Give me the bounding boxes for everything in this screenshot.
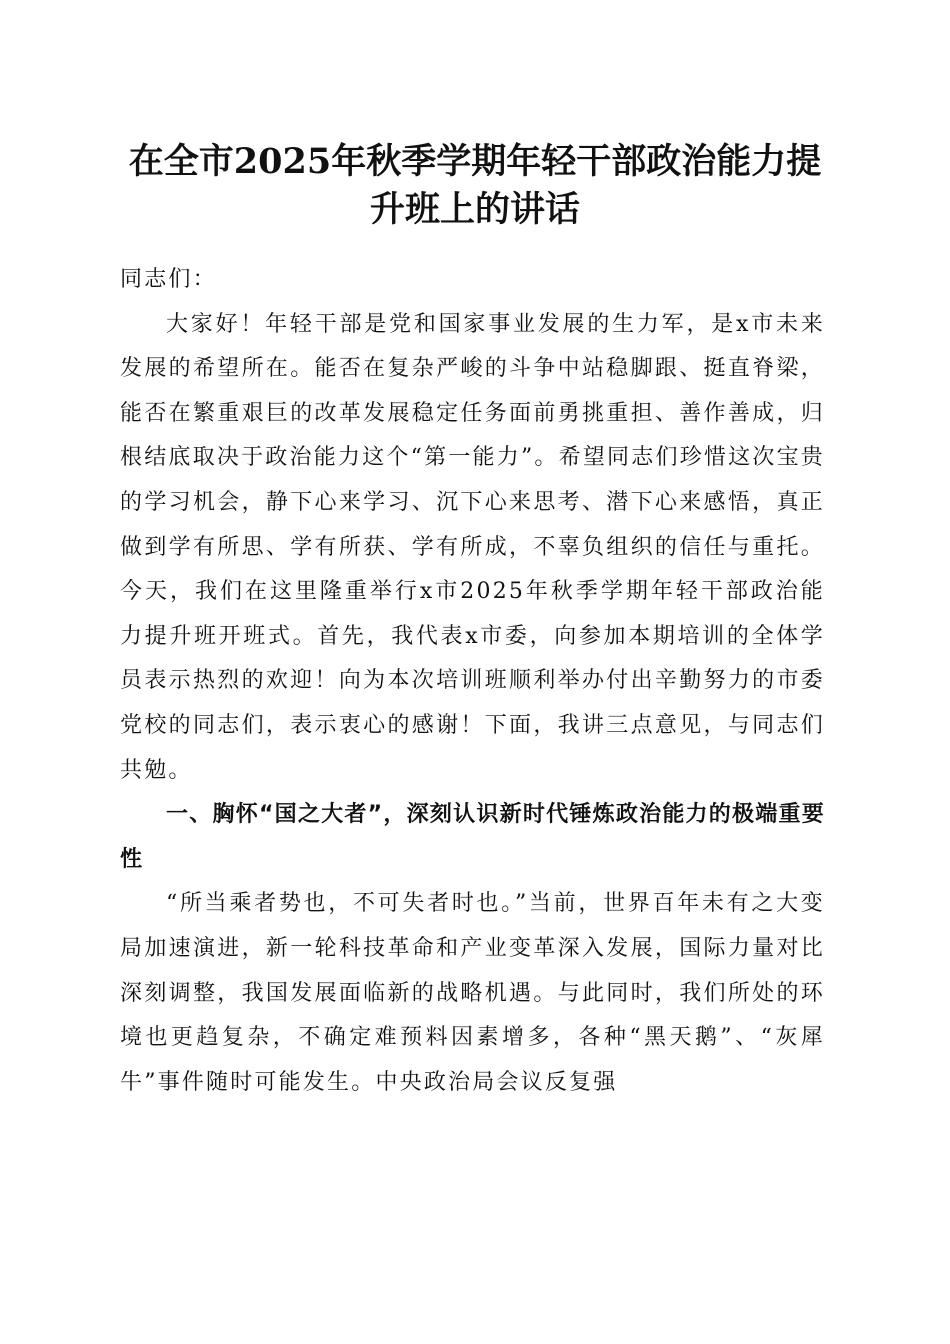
salutation: 同志们： — [120, 267, 217, 292]
section-paragraph: “所当乘者势也，不可失者时也。”当前，世界百年未有之大变局加速演进，新一轮科技革命和产业变革深入发展，国际力量对比深刻调整，我国发展面临新的战略机遇。与此同时，我们所处的环境也更趋复杂，不确定难预料因素增多，各种“黑天鹅”、“灰犀牛”事件随时可能发生。中央政治局会议反复强 — [120, 891, 825, 1095]
document-title: 在全市2025年秋季学期年轻干部政治能力提升班上的讲话 — [128, 141, 822, 230]
opening-paragraph: 大家好！年轻干部是党和国家事业发展的生力军，是x市未来发展的希望所在。能否在复杂严峻的斗争中站稳脚跟、挺直脊梁，能否在繁重艰巨的改革发展稳定任务面前勇挑重担、善作善成，归根结底取决于政治能力这个“第一能力”。希望同志们珍惜这次宝贵的学习机会，静下心来学习、沉下心来思考、潜下心来感悟，真正做到学有所思、学有所获、学有所成，不辜负组织的信任与重托。今天，我们在这里隆重举行x市2025年秋季学期年轻干部政治能力提升班开班式。首先，我代表x市委，向参加本期培训的全体学员表示热烈的欢迎！向为本次培训班顺利举办付出辛勤努力的市委党校的同志们，表示衷心的感谢！下面，我讲三点意见，与同志们共勉。 — [120, 311, 825, 783]
section-heading: 一、胸怀“国之大者”，深刻认识新时代锤炼政治能力的极端重要性 — [120, 802, 825, 872]
document-body — [120, 258, 825, 1105]
